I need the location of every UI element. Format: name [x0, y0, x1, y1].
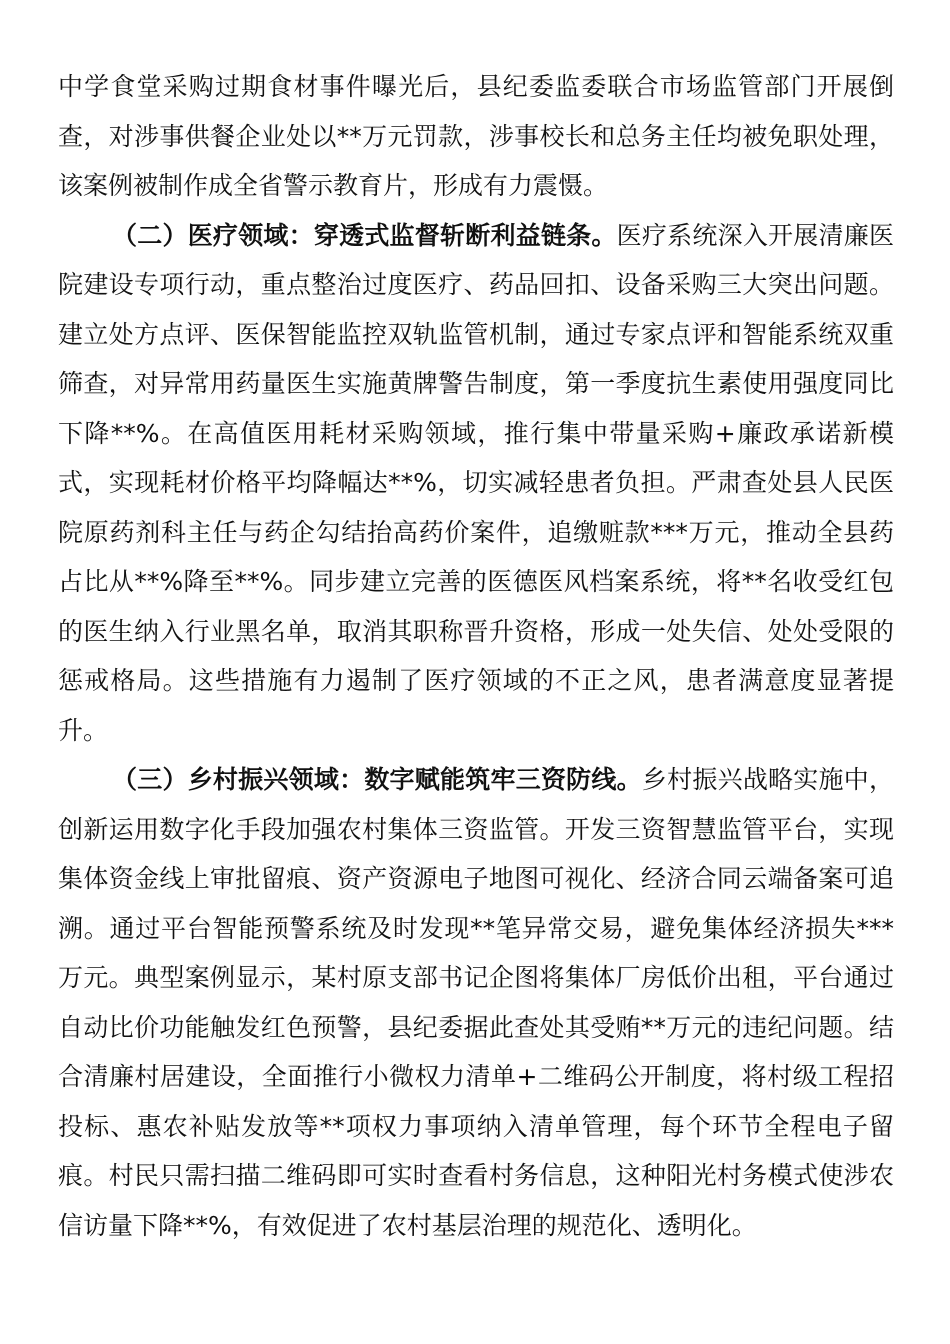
paragraph-continued — [58, 62, 894, 211]
paragraph-rural — [58, 755, 894, 1250]
paragraph-medical — [58, 211, 894, 756]
document-body — [58, 62, 894, 1250]
section-heading-medical: （二）医疗领域：穿透式监督斩断利益链条。 — [112, 220, 617, 250]
paragraph-text: 乡村振兴战略实施中，创新运用数字化手段加强农村集体三资监管。开发三资智慧监管平台，实现集体资金线上审批留痕、资产资源电子地图可视化、经济合同云端备案可追溯。通过平台智能预警系统及时发现**笔异常交易，避免集体经济损失***万元。典型案例显示，某村原支部书记企图将集体厂房低价出租，平台通过自动比价功能触发红色预警，县纪委据此查处其受贿**万元的违纪问题。结合清廉村居建设，全面推行小微权力清单+二维码公开制度，将村级工程招投标、惠农补贴发放等**项权力事项纳入清单管理，每个环节全程电子留痕。村民只需扫描二维码即可实时查看村务信息，这种阳光村务模式使涉农信访量下降**%，有效促进了农村基层治理的规范化、透明化。 — [58, 765, 894, 1240]
paragraph-text: 医疗系统深入开展清廉医院建设专项行动，重点整治过度医疗、药品回扣、设备采购三大突出问题。建立处方点评、医保智能监控双轨监管机制，通过专家点评和智能系统双重筛查，对异常用药量医生实施黄牌警告制度，第一季度抗生素使用强度同比下降**%。在高值医用耗材采购领域，推行集中带量采购+廉政承诺新模式，实现耗材价格平均降幅达**%，切实减轻患者负担。严肃查处县人民医院原药剂科主任与药企勾结抬高药价案件，追缴赃款***万元，推动全县药占比从**%降至**%。同步建立完善的医德医风档案系统，将**名收受红包的医生纳入行业黑名单，取消其职称晋升资格，形成一处失信、处处受限的惩戒格局。这些措施有力遏制了医疗领域的不正之风，患者满意度显著提升。 — [58, 220, 894, 745]
section-heading-rural: （三）乡村振兴领域：数字赋能筑牢三资防线。 — [112, 765, 642, 794]
paragraph-text: 中学食堂采购过期食材事件曝光后，县纪委监委联合市场监管部门开展倒查，对涉事供餐企业处以**万元罚款，涉事校长和总务主任均被免职处理，该案例被制作成全省警示教育片，形成有力震慑。 — [58, 72, 894, 200]
